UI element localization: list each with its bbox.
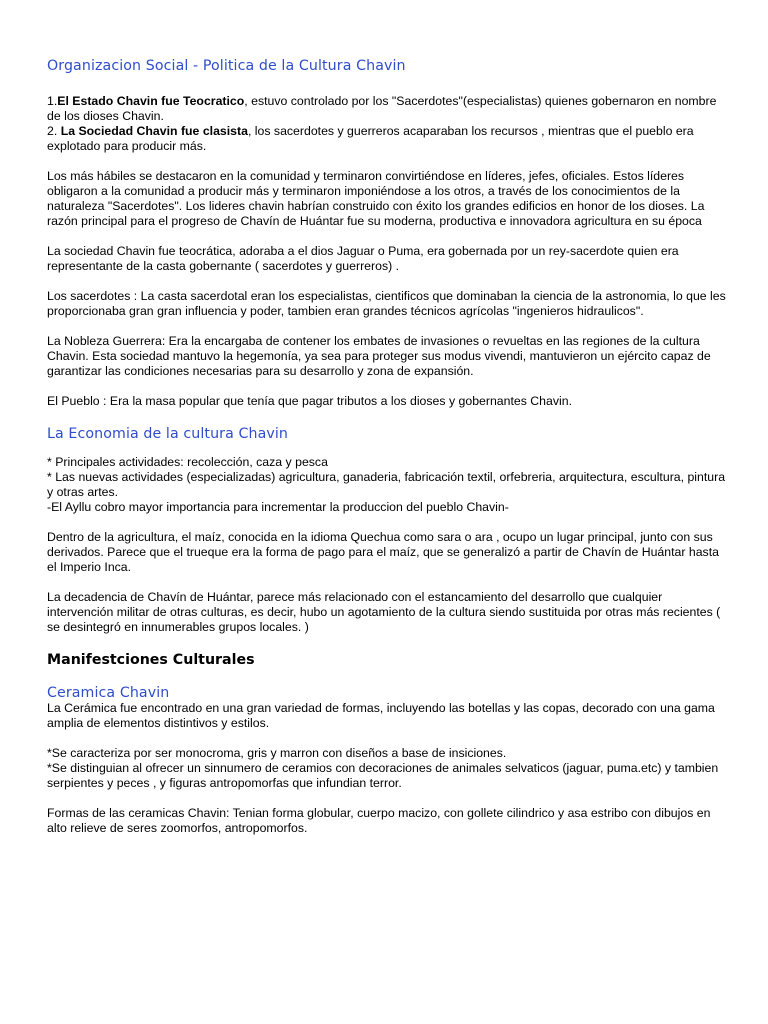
section-title-ceramica: Ceramica Chavin <box>47 685 170 701</box>
paragraph-sociedad-teocratica: La sociedad Chavin fue teocrática, adoraba a el dios Jaguar o Puma, era gobernada por un rey-sacerdote quien era representante de la casta gobernante ( sacerdotes y guerreros) . <box>47 244 679 273</box>
paragraph-sociedad-clasista <box>47 124 729 154</box>
bullet-principales-actividades: * Principales actividades: recolección, caza y pesca <box>47 455 328 469</box>
section-title-economia: La Economia de la cultura Chavin <box>47 426 289 442</box>
item-text: , los sacerdotes y guerreros acaparaban los recursos , mientras que el pueblo era explotado para producir más. <box>47 124 694 153</box>
paragraph-sacerdotes: Los sacerdotes : La casta sacerdotal eran los especialistas, cientificos que dominaban la ciencia de la astronomia, lo que les proporcionaba gran gran influencia y poder, tambien eran grandes técnicos agrícolas "ingenieros hidraulicos". <box>47 289 726 318</box>
item-text: , estuvo controlado por los "Sacerdotes"(especialistas) quienes gobernaron en nombre de los dioses Chavin. <box>47 94 717 123</box>
item-number: 2. <box>47 124 61 138</box>
bullet-monocroma: *Se caracteriza por ser monocroma, gris y marron con diseños a base de insiciones. <box>47 746 507 760</box>
bullet-ayllu: -El Ayllu cobro mayor importancia para incrementar la produccion del pueblo Chavin- <box>47 500 509 514</box>
paragraph-pueblo: El Pueblo : Era la masa popular que tenía que pagar tributos a los dioses y gobernantes Chavin. <box>47 394 572 408</box>
bullet-nuevas-actividades: * Las nuevas actividades (especializadas) agricultura, ganaderia, fabricación textil, orfebreria, arquitectura, escultura, pintura y otras artes. <box>47 470 726 499</box>
paragraph-ceramica-intro: La Cerámica fue encontrado en una gran variedad de formas, incluyendo las botellas y las copas, decorado con una gama amplia de elementos distintivos y estilos. <box>47 701 715 730</box>
paragraph-lideres: Los más hábiles se destacaron en la comunidad y terminaron convirtiéndose en líderes, jefes, oficiales. Estos líderes obligaron a la comunidad a producir más y terminaron imponiéndose a los otros, a través de los conocimientos de la naturaleza "Sacerdotes". Los lideres chavin habrían construido con éxito los grandes edificios en honor de los dioses. La razón principal para el progreso de Chavín de Huántar fue su moderna, productiva e innovadora agricultura en su época <box>47 169 705 228</box>
section-title-manifestaciones: Manifestciones Culturales <box>47 652 255 668</box>
paragraph-decadencia: La decadencia de Chavín de Huántar, parece más relacionado con el estancamiento del desarrollo que cualquier intervención militar de otras culturas, es decir, hubo un agotamiento de la cultura siendo sustituida por otras más recientes ( se desintegró en innumerables grupos locales. ) <box>47 590 721 634</box>
bold-phrase: El Estado Chavin fue Teocratico <box>57 94 245 108</box>
bold-phrase: La Sociedad Chavin fue clasista <box>60 124 248 138</box>
paragraph-maiz: Dentro de la agricultura, el maíz, conocida en la idioma Quechua como sara o ara , ocupo un lugar principal, junto con sus derivados. Parece que el trueque era la forma de pago para el maíz, que se generalizó a partir de Chavín de Huántar hasta el Imperio Inca. <box>47 530 719 574</box>
paragraph-formas-ceramicas: Formas de las ceramicas Chavin: Tenian forma globular, cuerpo macizo, con gollete cilindrico y asa estribo con dibujos en alto relieve de seres zoomorfos, antropomorfos. <box>47 806 711 835</box>
item-number: 1. <box>47 94 58 108</box>
bullet-ceramios: *Se distinguian al ofrecer un sinnumero de ceramios con decoraciones de animales selvaticos (jaguar, puma.etc) y tambien serpientes y peces , y figuras antropomorfas que infundian terror. <box>47 761 719 790</box>
paragraph-estado-teocratico <box>47 94 729 124</box>
document-page <box>47 58 729 836</box>
paragraph-nobleza-guerrera: La Nobleza Guerrera: Era la encargaba de contener los embates de invasiones o revueltas en las regiones de la cultura Chavin. Esta sociedad mantuvo la hegemonía, ya sea para proteger sus modus vivendi, mantuvieron un ejército capaz de garantizar las condiciones necesarias para su desarrollo y zona de expansión. <box>47 334 711 378</box>
section-title-organizacion: Organizacion Social - Politica de la Cultura Chavin <box>47 58 406 74</box>
